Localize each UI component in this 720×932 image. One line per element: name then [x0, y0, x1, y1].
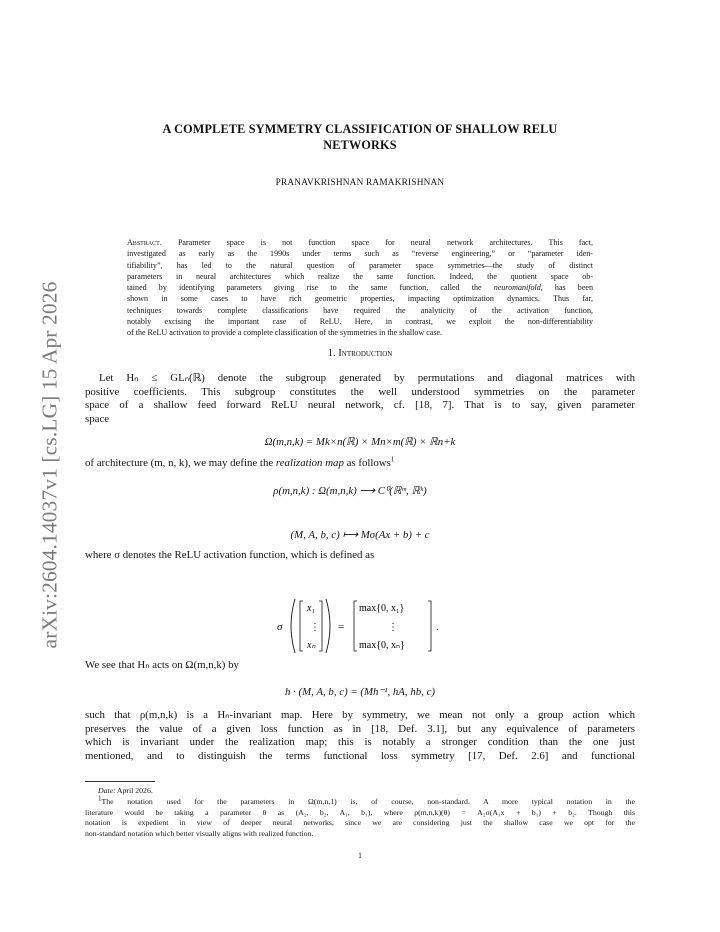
paragraph-line: preserves the value of a given loss function as in [18, Def. 3.1], but any equivalence of parameters — [85, 722, 635, 735]
left-paren — [291, 599, 295, 653]
sigma-symbol: σ — [277, 621, 283, 633]
abstract-line: tained by identifying parameters giving rise to the same function, called the neuromanifold, has been — [127, 283, 593, 292]
matrix-entry-max1: max{0, x₁} — [359, 603, 405, 614]
right-bracket-2 — [428, 601, 431, 651]
abstract-line: investigated as early as the 1990s under terms such as “reverse engineering,” or “parameter iden- — [127, 249, 593, 259]
paper-title — [90, 122, 630, 153]
neuromanifold-term: neuromanifold — [493, 283, 541, 292]
abstract-line: of the ReLU activation to provide a complete classification of the symmetries in the shallow case. — [127, 328, 443, 337]
footnotes — [85, 786, 635, 840]
footnote-number: 1 — [98, 794, 102, 803]
left-bracket — [300, 601, 303, 651]
matrix-period: . — [436, 621, 439, 633]
matrix-entry-x1: x₁ — [307, 603, 315, 614]
author-name: PRANAVKRISHNAN RAMAKRISHNAN — [275, 178, 445, 188]
footnote-line: notation is expedient in view of deeper neural networks, since we are considering just the shallow case we opt for the — [85, 818, 635, 828]
arxiv-identifier-stamp: arXiv:2604.14037v1 [cs.LG] 15 Apr 2026 — [37, 281, 62, 649]
equation-parameter-space: Ω(m,n,k) = Mk×n(ℝ) × Mn×m(ℝ) × ℝn+k — [264, 436, 456, 448]
equals-sign: = — [338, 621, 345, 633]
page-number: 1 — [358, 851, 362, 860]
footnote-line: literature would be taking a parameter θ as (A₂, b₂, A₁, b₁), where ρ(m,n,k)(θ) = A₂σ(A₁x + b₁) + b₂. Though this — [85, 807, 635, 817]
intro-paragraph-2 — [85, 709, 635, 763]
date-footnote — [85, 786, 635, 797]
title-line-1: A COMPLETE SYMMETRY CLASSIFICATION OF SHALLOW RELU — [162, 122, 558, 136]
paragraph-line: positive coefficients. This subgroup constitutes the well understood symmetries on the parameter — [85, 385, 635, 398]
right-paren — [326, 599, 330, 653]
footnote-line: non-standard notation which better visually aligns with realized function. — [85, 829, 314, 839]
footnote-line: $^1$The notation used for the parameters in Ω(m,n,1) is, of course, non-standard. A more typical notation in the — [98, 794, 635, 806]
abstract-line: notably excising the important case of ReLU. Here, in contrast, we exploit the non-differentiability — [127, 316, 593, 326]
equation-group-action: h · (M, A, b, c) = (Mh⁻¹, hA, hb, c) — [284, 686, 436, 698]
abstract-line: shown in some cases to have rich geometric properties, impacting optimization dynamics. Thus far, — [127, 294, 593, 304]
equation-realization-map: ρ(m,n,k) : Ω(m,n,k) ⟶ C⁰(ℝᵐ, ℝᵏ) — [273, 485, 427, 497]
relu-matrix-svg — [273, 596, 453, 656]
paragraph-line: of architecture (m, n, k), we may define the realization map as follows$^1$ — [85, 455, 395, 469]
paragraph-line: where σ denotes the ReLU activation function, which is defined as — [85, 549, 375, 561]
acts-on-sentence — [85, 659, 635, 673]
section-title: Introduction — [338, 348, 393, 359]
realization-map-term: realization map — [275, 457, 344, 469]
matrix-entry-maxn: max{0, xₙ} — [359, 640, 405, 651]
paragraph-line: such that ρ(m,n,k) is a Hₙ-invariant map. Here by symmetry, we mean not only a group action which — [85, 709, 635, 721]
abstract-label: Abstract. — [127, 238, 162, 247]
intro-paragraph-1 — [85, 372, 635, 426]
abstract — [127, 237, 593, 338]
paragraph-line: mentioned, and to distinguish the terms functional loss symmetry [17, Def. 2.6] and functional — [85, 749, 635, 762]
section-number: 1. — [327, 348, 336, 359]
equation-map-definition: (M, A, b, c) ⟼ Mσ(Ax + b) + c — [290, 529, 430, 541]
paragraph-line: space — [85, 412, 110, 425]
left-bracket-2 — [354, 601, 357, 651]
title-line-2: NETWORKS — [323, 137, 397, 152]
footnote-rule — [85, 781, 155, 782]
matrix-vdots: ⋮ — [310, 622, 320, 633]
date-value: : April 2026. — [113, 786, 153, 795]
abstract-line: techniques towards complete classifications have required the analyticity of the activation function, — [127, 305, 593, 315]
section-heading — [90, 348, 630, 359]
footnote-mark: 1 — [390, 455, 395, 464]
relu-matrix-equation — [273, 596, 453, 656]
abstract-line: parameters in neural architectures which realize the same function. Indeed, the quotient space ob- — [127, 271, 593, 281]
date-label: Date — [98, 786, 114, 795]
paragraph-line: Let Hₙ ≤ GLₙ(ℝ) denote the subgroup generated by permutations and diagonal matrices with — [99, 372, 635, 384]
abstract-line: Abstract. Parameter space is not function space for neural network architectures. This fact, — [127, 238, 593, 247]
architecture-sentence — [85, 457, 635, 471]
sigma-sentence — [85, 549, 635, 563]
paragraph-line: We see that Hₙ acts on Ω(m,n,k) by — [85, 659, 239, 671]
paragraph-line: which is invariant under the realization map; this is notably a stronger condition than the one just — [85, 736, 635, 749]
matrix-vdots-2: ⋮ — [388, 622, 398, 633]
paragraph-line: space of a shallow feed forward ReLU neural network, cf. [18, 7]. That is to say, given parameter — [85, 399, 635, 412]
matrix-entry-xn: xₙ — [307, 640, 316, 651]
abstract-line: tifiability”, has led to the natural question of parameter space symmetries—the study of distinct — [127, 260, 593, 270]
